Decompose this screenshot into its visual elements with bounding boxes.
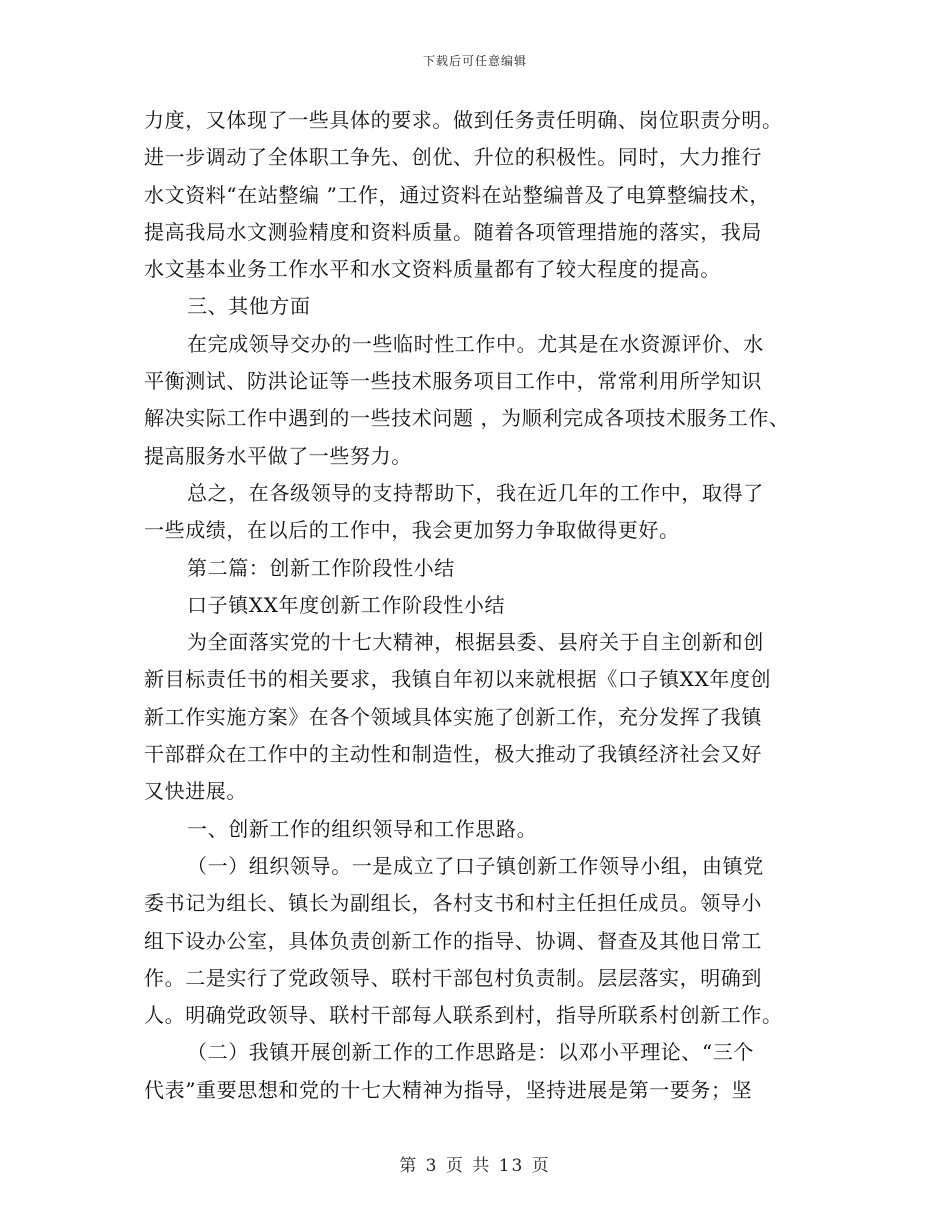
text-line: 力度，又体现了一些具体的要求。做到任务责任明确、岗位职责分明。 <box>144 108 783 132</box>
text-line: 三、其他方面 <box>187 294 311 319</box>
text-line: 口子镇XX年度创新工作阶段性小结 <box>187 592 506 617</box>
text-line: 解决实际工作中遇到的一些技术问题 ，为顺利完成各项技术服务工作、 <box>144 406 790 431</box>
page-number: 第 3 页 共 13 页 <box>399 1156 551 1176</box>
text-line: 代表”重要思想和党的十七大精神为指导，坚持进展是第一要务；坚 <box>144 1077 753 1102</box>
text-line: 委书记为组长、镇长为副组长，各村支书和村主任担任成员。领导小 <box>144 891 762 916</box>
text-line: （二）我镇开展创新工作的工作思路是：以邓小平理论、“三个 <box>187 1040 755 1065</box>
text-line: 干部群众在工作中的主动性和制造性，极大推动了我镇经济社会又好 <box>144 742 762 767</box>
text-line: （一）组织领导。一是成立了口子镇创新工作领导小组，由镇党 <box>187 853 764 878</box>
text-line: 第二篇：创新工作阶段性小结 <box>187 555 455 580</box>
text-line: 人。明确党政领导、联村干部每人联系到村，指导所联系村创新工作。 <box>144 1003 783 1028</box>
text-line: 水文基本业务工作水平和水文资料质量都有了较大程度的提高。 <box>144 257 721 282</box>
text-line: 提高服务水平做了一些努力。 <box>144 443 412 468</box>
text-line: 提高我局水文测验精度和资料质量。随着各项管理措施的落实，我局 <box>144 219 762 244</box>
text-line: 一些成绩，在以后的工作中，我会更加努力争取做得更好。 <box>144 518 680 543</box>
text-line: 新工作实施方案》在各个领域具体实施了创新工作，充分发挥了我镇 <box>144 704 762 729</box>
text-line: 作。二是实行了党政领导、联村干部包村负责制。层层落实，明确到 <box>144 965 762 990</box>
text-line: 平衡测试、防洪论证等一些技术服务项目工作中，常常利用所学知识 <box>144 369 762 394</box>
text-line: 新目标责任书的相关要求，我镇自年初以来就根据《口子镇XX年度创 <box>144 667 772 692</box>
page-header: 下载后可任意编辑 <box>422 54 527 68</box>
text-line: 在完成领导交办的一些临时性工作中。尤其是在水资源评价、水 <box>187 331 764 356</box>
text-line: 为全面落实党的十七大精神，根据县委、县府关于自主创新和创 <box>187 630 764 655</box>
text-line: 组下设办公室，具体负责创新工作的指导、协调、督查及其他日常工 <box>144 928 762 953</box>
text-line: 又快进展。 <box>144 779 247 804</box>
document-body <box>144 102 824 1109</box>
text-line: 一、创新工作的组织领导和工作思路。 <box>187 816 538 841</box>
text-line: 水文资料“在站整编 ”工作，通过资料在站整编普及了电算整编技术， <box>144 182 771 207</box>
text-line: 进一步调动了全体职工争先、创优、升位的积极性。同时，大力推行 <box>144 145 762 170</box>
text-line: 总之，在各级领导的支持帮助下，我在近几年的工作中，取得了 <box>187 480 764 505</box>
